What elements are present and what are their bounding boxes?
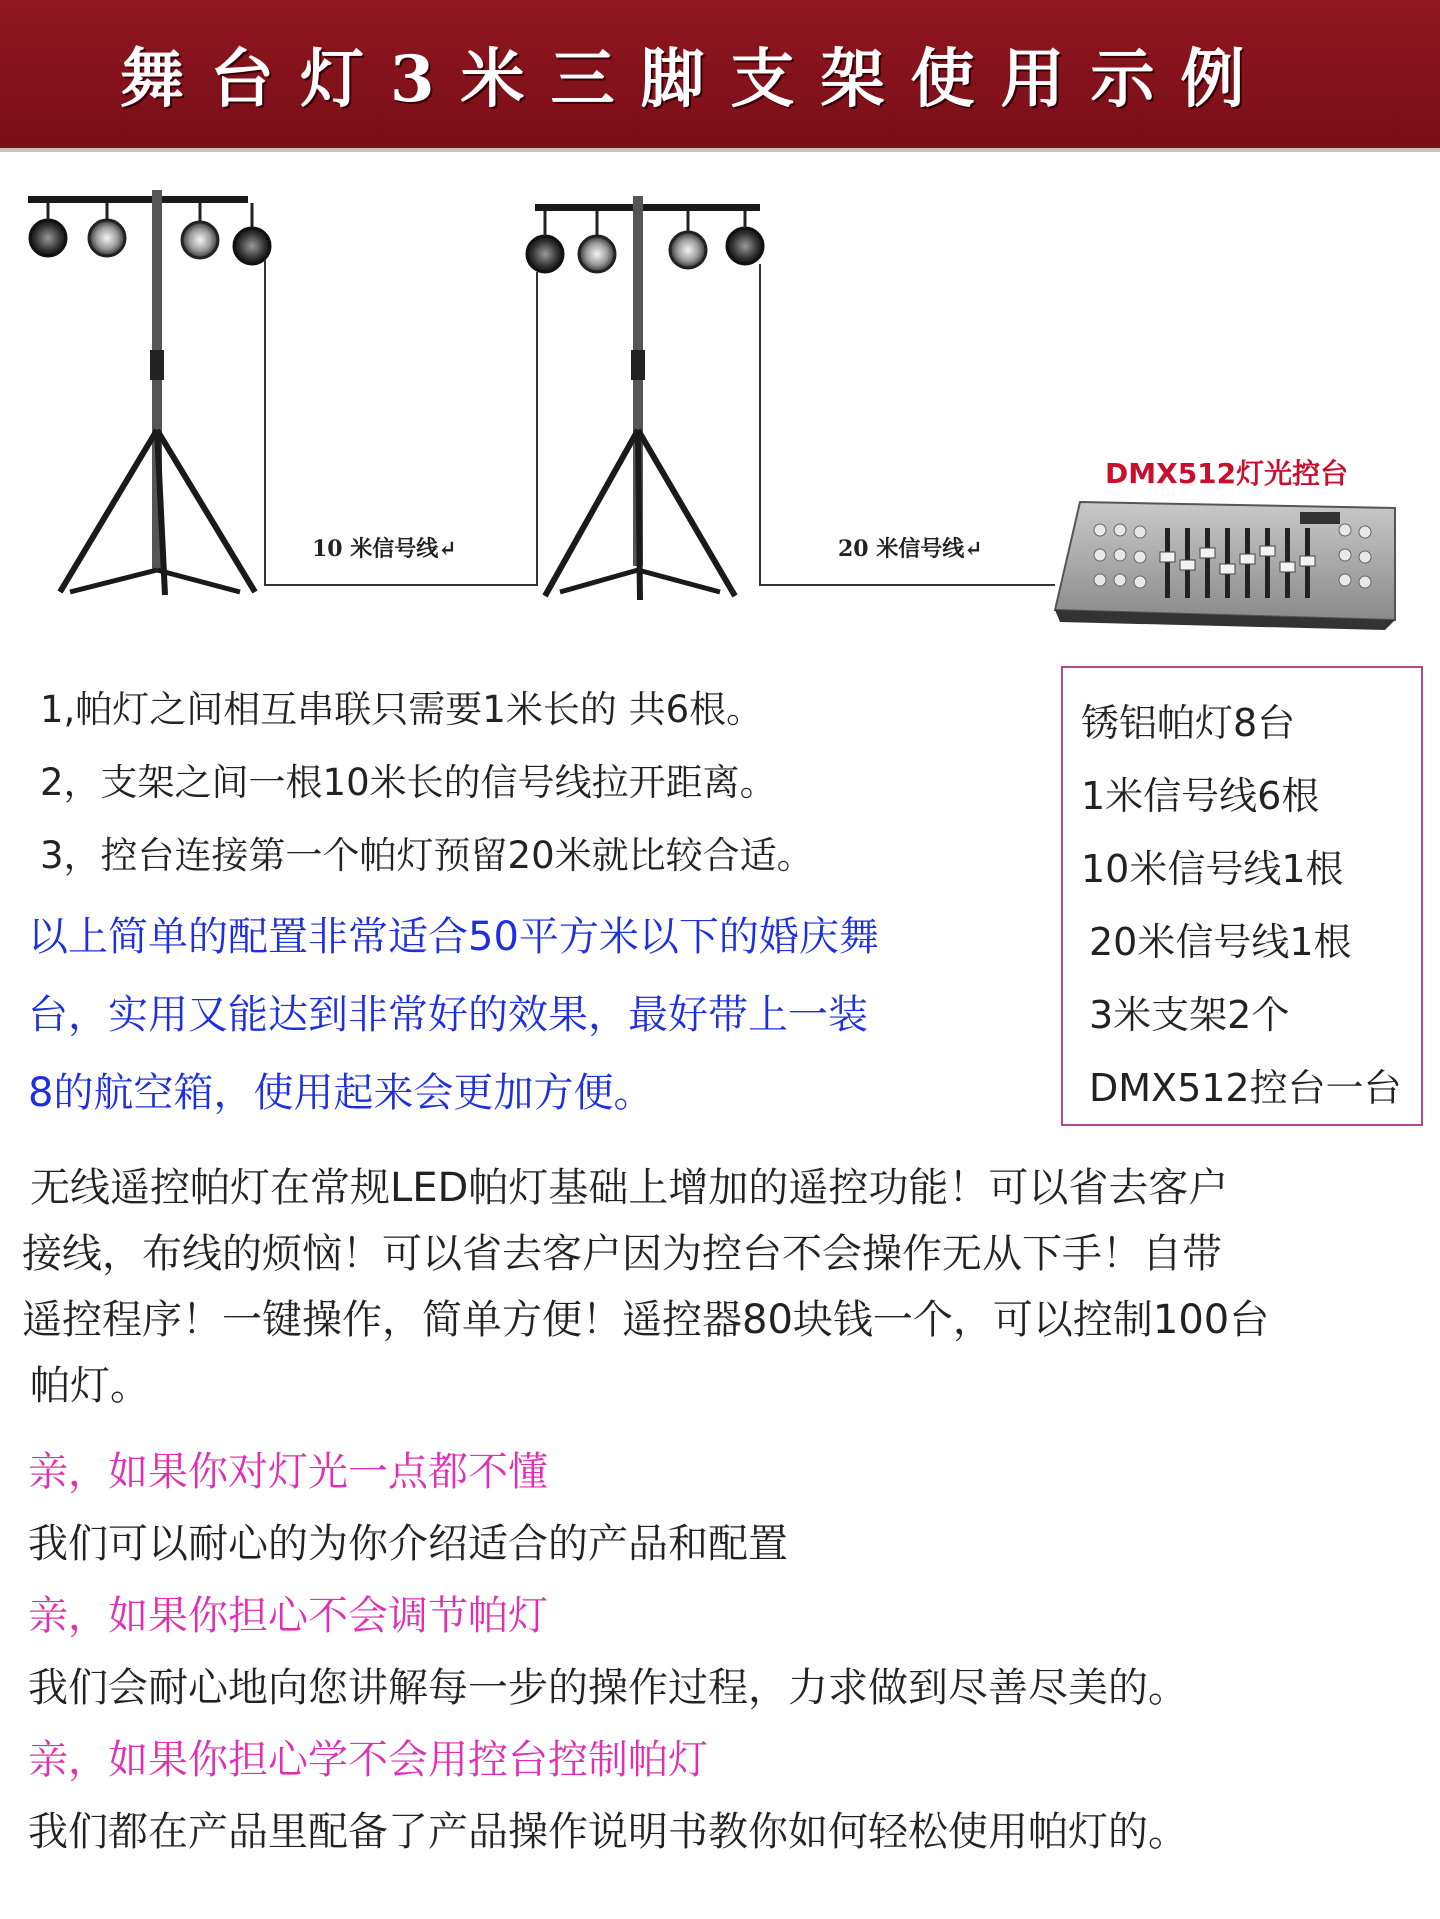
summary-line: 台，实用又能达到非常好的效果，最好带上一装: [28, 992, 868, 1038]
config-item-console: DMX512控台一台: [1089, 1066, 1402, 1110]
step-1: 1,帕灯之间相互串联只需要1米长的 共6根。: [40, 688, 764, 731]
setup-diagram-drawing: [0, 160, 1440, 640]
config-item-20m-cable: 20米信号线1根: [1089, 920, 1352, 964]
config-item-1m-cable: 1米信号线6根: [1081, 774, 1320, 818]
config-item-stands: 3米支架2个: [1089, 993, 1290, 1037]
faq-question-2: 亲，如果你担心不会调节帕灯: [28, 1593, 548, 1639]
summary-line: 8的航空箱，使用起来会更加方便。: [28, 1070, 654, 1116]
setup-steps: [40, 680, 814, 899]
wireless-line: 遥控程序！一键操作，简单方便！遥控器80块钱一个，可以控制100台: [22, 1297, 1270, 1343]
cable-label-10m: 10 米信号线↵: [312, 536, 457, 562]
tripod-stand-right: [527, 196, 763, 600]
dmx-console-image: [1055, 502, 1395, 630]
step-2: 2，支架之间一根10米长的信号线拉开距离。: [40, 761, 777, 804]
console-label: DMX512灯光控台: [1105, 457, 1349, 490]
wireless-line: 帕灯。: [30, 1363, 150, 1409]
wireless-line: 接线，布线的烦恼！可以省去客户因为控台不会操作无从下手！自带: [22, 1231, 1222, 1277]
faq-question-1: 亲，如果你对灯光一点都不懂: [28, 1449, 548, 1495]
title-banner: [0, 0, 1440, 152]
wireless-line: 无线遥控帕灯在常规LED帕灯基础上增加的遥控功能！可以省去客户: [30, 1165, 1229, 1211]
faq-answer-3: 我们都在产品里配备了产品操作说明书教你如何轻松使用帕灯的。: [28, 1809, 1188, 1855]
setup-diagram: [0, 160, 1440, 640]
faq-question-3: 亲，如果你担心学不会用控台控制帕灯: [28, 1737, 708, 1783]
config-list-box: [1061, 666, 1423, 1126]
page-title: 舞台灯3米三脚支架使用示例: [120, 42, 1271, 117]
cable-label-20m: 20 米信号线↵: [838, 536, 983, 562]
tripod-stand-left: [28, 190, 270, 595]
faq-answer-1: 我们可以耐心的为你介绍适合的产品和配置: [28, 1521, 788, 1567]
step-3: 3，控台连接第一个帕灯预留20米就比较合适。: [40, 834, 814, 877]
config-item-10m-cable: 10米信号线1根: [1081, 847, 1344, 891]
faq-section: [28, 1436, 1188, 1868]
summary-paragraph: [28, 900, 1038, 1134]
faq-answer-2: 我们会耐心地向您讲解每一步的操作过程，力求做到尽善尽美的。: [28, 1665, 1188, 1711]
summary-line: 以上简单的配置非常适合50平方米以下的婚庆舞: [28, 914, 879, 960]
wireless-description: [22, 1155, 1422, 1419]
config-item-par-lights: 锈铝帕灯8台: [1081, 701, 1296, 745]
